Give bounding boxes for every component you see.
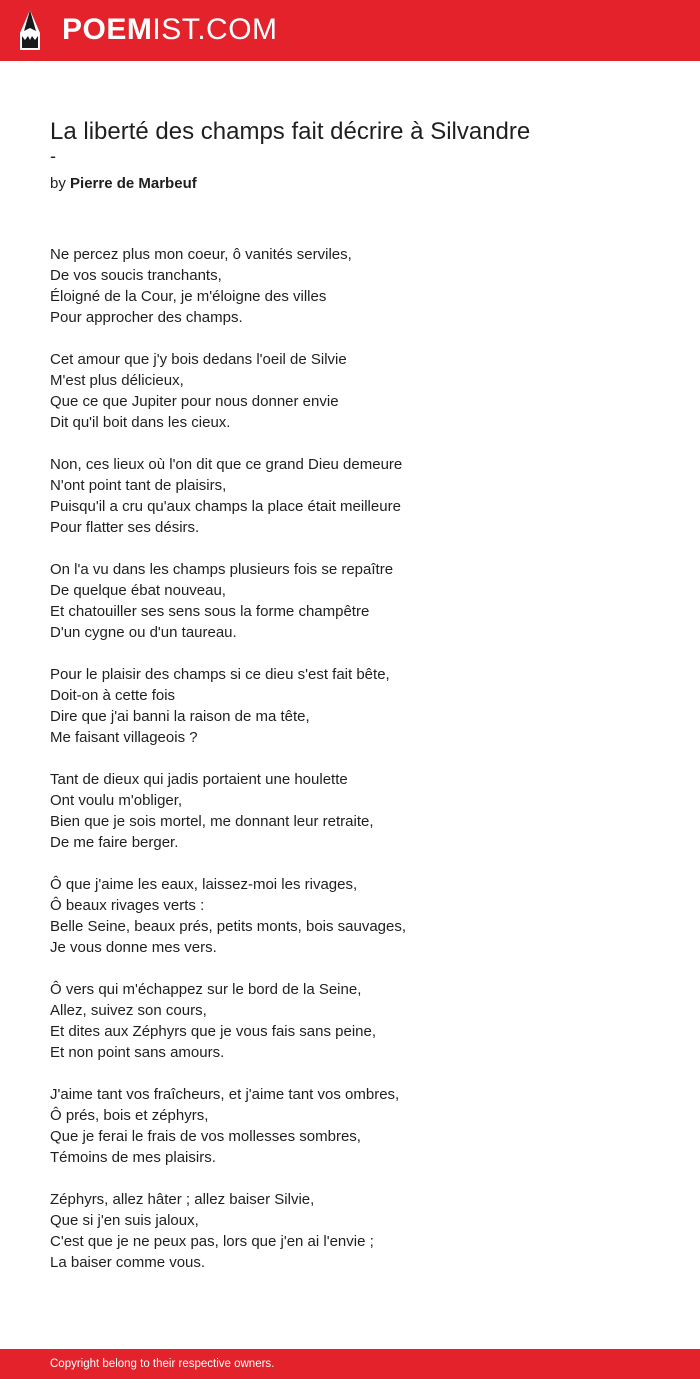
poem-line: Me faisant villageois ? xyxy=(50,729,198,746)
poem-line: Éloigné de la Cour, je m'éloigne des villes xyxy=(50,288,327,305)
poem-line: De vos soucis tranchants, xyxy=(50,267,222,284)
poem-line: Que je ferai le frais de vos mollesses sombres, xyxy=(50,1128,361,1145)
poem-line: Doit-on à cette fois xyxy=(50,687,176,704)
author-name[interactable]: Pierre de Marbeuf xyxy=(70,175,197,192)
poem-line: De me faire berger. xyxy=(50,834,179,851)
poem-line: Ô que j'aime les eaux, laissez-moi les rivages, xyxy=(50,876,358,893)
stanza xyxy=(50,664,650,748)
stanza xyxy=(50,1189,650,1273)
poem-line: J'aime tant vos fraîcheurs, et j'aime tant vos ombres, xyxy=(50,1086,400,1103)
site-footer xyxy=(0,1349,700,1379)
poem-line: Ô beaux rivages verts : xyxy=(50,897,205,914)
poem-line: Ô prés, bois et zéphyrs, xyxy=(50,1107,209,1124)
poem-line: La baiser comme vous. xyxy=(50,1254,206,1271)
site-header xyxy=(0,0,700,61)
brand-light: IST.COM xyxy=(152,13,278,46)
stanza xyxy=(50,1084,650,1168)
poem-line: On l'a vu dans les champs plusieurs fois se repaître xyxy=(50,561,394,578)
poem-line: Et chatouiller ses sens sous la forme champêtre xyxy=(50,603,370,620)
poem-line: Et non point sans amours. xyxy=(50,1044,225,1061)
stanza xyxy=(50,349,650,433)
pen-nib-icon[interactable] xyxy=(17,9,43,51)
poem-line: Témoins de mes plaisirs. xyxy=(50,1149,216,1166)
poem-title: La liberté des champs fait décrire à Silvandre xyxy=(50,118,531,145)
poem-line: Dire que j'ai banni la raison de ma tête, xyxy=(50,708,310,725)
stanza xyxy=(50,874,650,958)
poem-line: Je vous donne mes vers. xyxy=(50,939,217,956)
stanza xyxy=(50,244,650,328)
poem-line: Pour flatter ses désirs. xyxy=(50,519,200,536)
poem-body xyxy=(50,244,650,1294)
poem-line: D'un cygne ou d'un taureau. xyxy=(50,624,237,641)
copyright-notice: Copyright belong to their respective owners. xyxy=(50,1358,275,1370)
poem-line: Cet amour que j'y bois dedans l'oeil de Silvie xyxy=(50,351,347,368)
stanza xyxy=(50,559,650,643)
poem-line: Dit qu'il boit dans les cieux. xyxy=(50,414,231,431)
by-label: by xyxy=(50,175,66,192)
poem-line: Puisqu'il a cru qu'aux champs la place était meilleure xyxy=(50,498,401,515)
poem-line: C'est que je ne peux pas, lors que j'en ai l'envie ; xyxy=(50,1233,374,1250)
byline xyxy=(50,174,197,194)
poem-line: N'ont point tant de plaisirs, xyxy=(50,477,227,494)
title-dash: - xyxy=(50,146,56,166)
poem-line: Non, ces lieux où l'on dit que ce grand Dieu demeure xyxy=(50,456,403,473)
poem-line: Et dites aux Zéphyrs que je vous fais sans peine, xyxy=(50,1023,377,1040)
poem-line: Que si j'en suis jaloux, xyxy=(50,1212,199,1229)
poem-line: Allez, suivez son cours, xyxy=(50,1002,207,1019)
poem-line: Pour approcher des champs. xyxy=(50,309,243,326)
stanza xyxy=(50,769,650,853)
site-logo-link[interactable] xyxy=(62,11,278,49)
poem-line: Bien que je sois mortel, me donnant leur retraite, xyxy=(50,813,374,830)
poem-line: Belle Seine, beaux prés, petits monts, bois sauvages, xyxy=(50,918,407,935)
poem-line: Ont voulu m'obliger, xyxy=(50,792,183,809)
stanza xyxy=(50,979,650,1063)
poem-line: Que ce que Jupiter pour nous donner envie xyxy=(50,393,339,410)
poem-line: Pour le plaisir des champs si ce dieu s'est fait bête, xyxy=(50,666,390,683)
poem-line: Ô vers qui m'échappez sur le bord de la Seine, xyxy=(50,981,362,998)
poem-line: De quelque ébat nouveau, xyxy=(50,582,226,599)
brand-bold: POEM xyxy=(62,13,153,46)
poem-line: Tant de dieux qui jadis portaient une houlette xyxy=(50,771,348,788)
poem-line: Ne percez plus mon coeur, ô vanités serviles, xyxy=(50,246,352,263)
poem-line: Zéphyrs, allez hâter ; allez baiser Silvie, xyxy=(50,1191,315,1208)
poem-line: M'est plus délicieux, xyxy=(50,372,184,389)
stanza xyxy=(50,454,650,538)
